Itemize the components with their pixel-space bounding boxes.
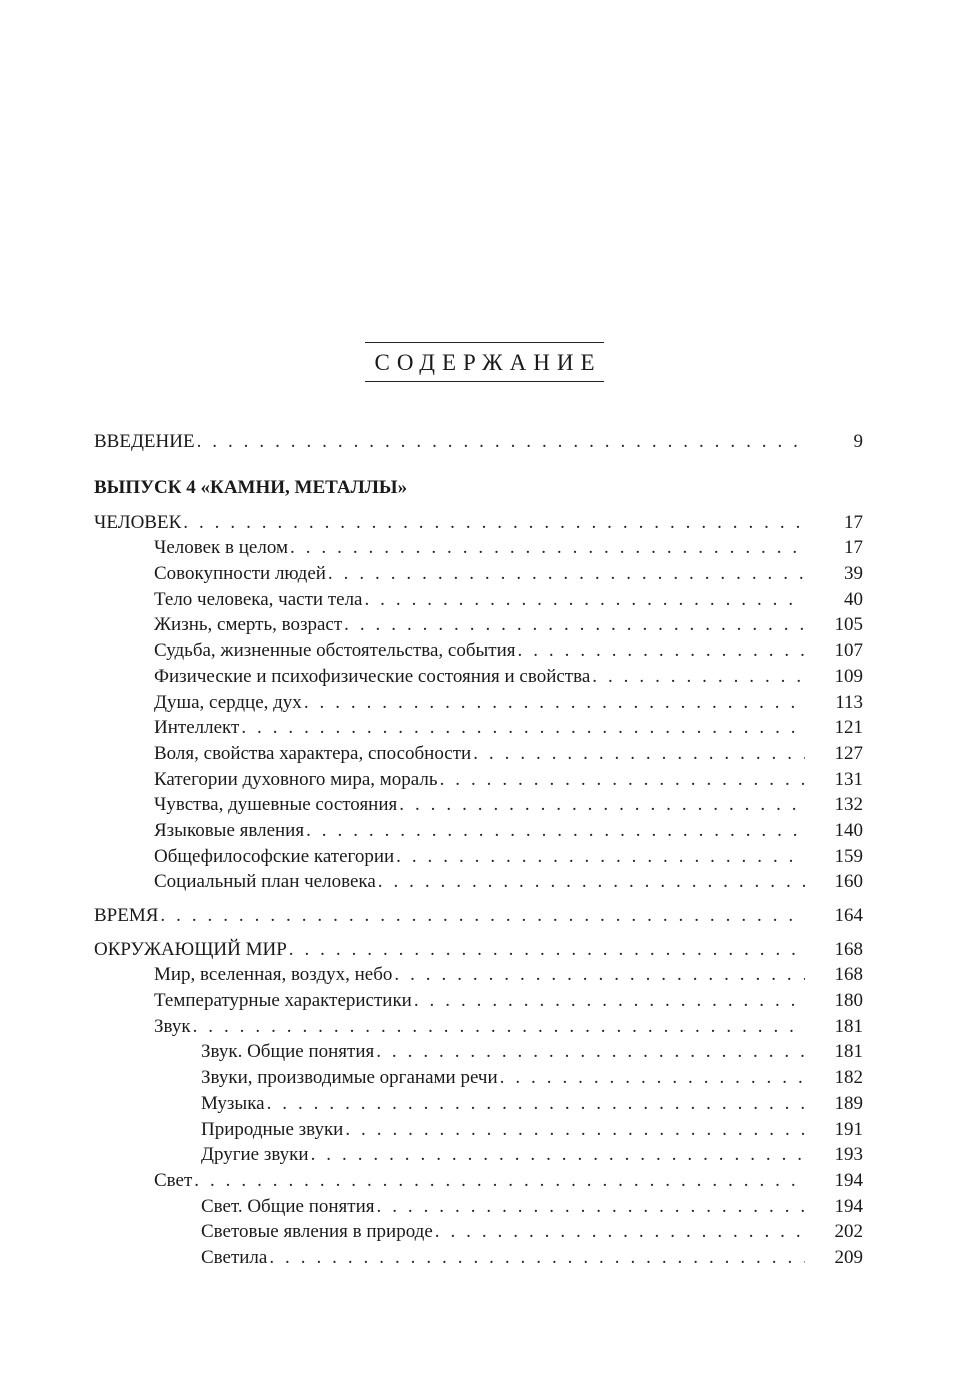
toc-entry-label: Судьба, жизненные обстоятельства, события <box>154 640 516 662</box>
dot-leader <box>197 429 805 455</box>
dot-leader <box>396 844 805 870</box>
toc-entry-label: Свет <box>154 1169 193 1191</box>
dot-leader <box>500 1065 805 1091</box>
toc-page-number: 140 <box>834 819 863 841</box>
toc-entry[interactable] <box>94 664 863 690</box>
toc-entry[interactable] <box>94 690 863 716</box>
toc-page-number: 168 <box>834 964 863 986</box>
toc-entry-label: Звук <box>154 1015 191 1037</box>
toc-entry[interactable] <box>94 869 863 895</box>
toc-page-number: 121 <box>834 717 863 739</box>
toc-page-number: 191 <box>834 1118 863 1140</box>
dot-leader <box>592 664 805 690</box>
toc-subentry[interactable] <box>94 1142 863 1168</box>
toc-entry[interactable] <box>94 988 863 1014</box>
dot-leader <box>267 1091 805 1117</box>
dot-leader <box>304 690 805 716</box>
toc-entry-label: Воля, свойства характера, способности <box>154 742 472 764</box>
toc-page-number: 113 <box>835 691 863 713</box>
dot-leader <box>160 903 805 929</box>
toc-section-vremya[interactable] <box>94 903 863 929</box>
title-block <box>0 342 969 382</box>
toc-entry[interactable] <box>94 792 863 818</box>
toc-page-number: 194 <box>834 1169 863 1191</box>
toc-entry-label: Звуки, производимые органами речи <box>201 1067 498 1089</box>
issue-heading: ВЫПУСК 4 «КАМНИ, МЕТАЛЛЫ» <box>94 476 408 498</box>
toc-page-number: 189 <box>834 1092 863 1114</box>
toc-entry-label: Душа, сердце, дух <box>154 691 302 713</box>
toc-entry-label: Языковые явления <box>154 819 305 841</box>
toc-page-number: 105 <box>834 614 863 636</box>
toc-entry-label: Человек в целом <box>154 537 289 559</box>
toc-entry-label: ВВЕДЕНИЕ <box>94 431 195 452</box>
dot-leader <box>377 1194 806 1220</box>
toc-page-number: 160 <box>834 871 863 893</box>
toc-page-number: 131 <box>834 768 863 790</box>
toc-page-number: 40 <box>844 588 863 610</box>
dot-leader <box>290 535 805 561</box>
toc-page-number: 209 <box>834 1246 863 1268</box>
toc-entry-label: ЧЕЛОВЕК <box>94 511 182 533</box>
toc-subentry[interactable] <box>94 1117 863 1143</box>
toc-page-number: 181 <box>834 1041 863 1063</box>
toc-entry[interactable] <box>94 741 863 767</box>
toc-page-number: 39 <box>844 563 863 585</box>
toc-page-number: 127 <box>834 742 863 764</box>
toc-entry[interactable] <box>94 587 863 613</box>
dot-leader <box>518 638 805 664</box>
toc-page-number: 132 <box>834 794 863 816</box>
toc-entry-label: Другие звуки <box>201 1144 309 1166</box>
toc-page-number: 9 <box>853 431 863 452</box>
toc-entry-intro[interactable] <box>94 429 863 455</box>
toc-page-number: 17 <box>844 511 863 533</box>
table-of-contents <box>94 429 863 1271</box>
toc-page-number: 164 <box>834 905 863 926</box>
toc-entry-label: Интеллект <box>154 717 240 739</box>
dot-leader <box>194 1168 805 1194</box>
toc-entry-label: ВРЕМЯ <box>94 905 159 926</box>
toc-section-chelovek[interactable] <box>94 510 863 536</box>
dot-leader <box>344 612 805 638</box>
toc-entry-label: Социальный план человека <box>154 871 376 893</box>
dot-leader <box>440 767 805 793</box>
toc-entry[interactable] <box>94 767 863 793</box>
toc-entry-label: Чувства, душевные состояния <box>154 794 398 816</box>
dot-leader <box>376 1039 805 1065</box>
toc-entry[interactable] <box>94 535 863 561</box>
toc-page-number: 194 <box>834 1195 863 1217</box>
toc-page-number: 159 <box>834 845 863 867</box>
toc-entry-label: Совокупности людей <box>154 563 326 585</box>
toc-entry[interactable] <box>94 715 863 741</box>
toc-entry-label: Светила <box>201 1246 268 1268</box>
toc-entry-label: Свет. Общие понятия <box>201 1195 375 1217</box>
dot-leader <box>394 962 805 988</box>
toc-entry[interactable] <box>94 561 863 587</box>
toc-entry-label: Жизнь, смерть, возраст <box>154 614 343 636</box>
dot-leader <box>269 1245 805 1271</box>
toc-page-number: 182 <box>834 1067 863 1089</box>
toc-entry[interactable] <box>94 638 863 664</box>
toc-entry-label: Световые явления в природе <box>201 1221 433 1243</box>
toc-entry-label: Тело человека, части тела <box>154 588 363 610</box>
toc-entry-label: Звук. Общие понятия <box>201 1041 375 1063</box>
dot-leader <box>193 1014 805 1040</box>
dot-leader <box>414 988 805 1014</box>
toc-entry[interactable] <box>94 818 863 844</box>
toc-page-number: 181 <box>834 1015 863 1037</box>
toc-entry-label: Мир, вселенная, воздух, небо <box>154 964 393 986</box>
toc-section-mir[interactable] <box>94 937 863 963</box>
toc-entry[interactable] <box>94 962 863 988</box>
dot-leader <box>306 818 805 844</box>
dot-leader <box>328 561 805 587</box>
dot-leader <box>378 869 805 895</box>
toc-entry-label: Физические и психофизические состояния и свойства <box>154 665 591 687</box>
toc-subentry[interactable] <box>94 1039 863 1065</box>
toc-entry-label: Категории духовного мира, мораль <box>154 768 438 790</box>
dot-leader <box>473 741 805 767</box>
dot-leader <box>364 587 805 613</box>
toc-subentry[interactable] <box>94 1245 863 1271</box>
toc-subentry[interactable] <box>94 1065 863 1091</box>
toc-entry[interactable] <box>94 1014 863 1040</box>
dot-leader <box>183 510 805 536</box>
toc-entry[interactable] <box>94 1168 863 1194</box>
toc-entry[interactable] <box>94 844 863 870</box>
toc-subentry[interactable] <box>94 1194 863 1220</box>
toc-entry[interactable] <box>94 612 863 638</box>
toc-page-number: 107 <box>834 640 863 662</box>
toc-entry-label: Общефилософские категории <box>154 845 395 867</box>
toc-page-number: 168 <box>834 938 863 960</box>
dot-leader <box>399 792 805 818</box>
dot-leader <box>241 715 805 741</box>
toc-page-number: 180 <box>834 990 863 1012</box>
toc-entry-label: ОКРУЖАЮЩИЙ МИР <box>94 938 287 960</box>
toc-entry-label: Температурные характеристики <box>154 990 412 1012</box>
toc-page-number: 109 <box>834 665 863 687</box>
toc-page-number: 17 <box>844 537 863 559</box>
dot-leader <box>289 937 805 963</box>
toc-subentry[interactable] <box>94 1219 863 1245</box>
toc-entry-label: Природные звуки <box>201 1118 344 1140</box>
toc-subentry[interactable] <box>94 1091 863 1117</box>
dot-leader <box>311 1142 805 1168</box>
dot-leader <box>435 1219 805 1245</box>
page-title: СОДЕРЖАНИЕ <box>365 342 603 382</box>
dot-leader <box>345 1117 805 1143</box>
toc-page-number: 202 <box>834 1221 863 1243</box>
toc-page-number: 193 <box>834 1144 863 1166</box>
toc-entry-label: Музыка <box>201 1092 265 1114</box>
